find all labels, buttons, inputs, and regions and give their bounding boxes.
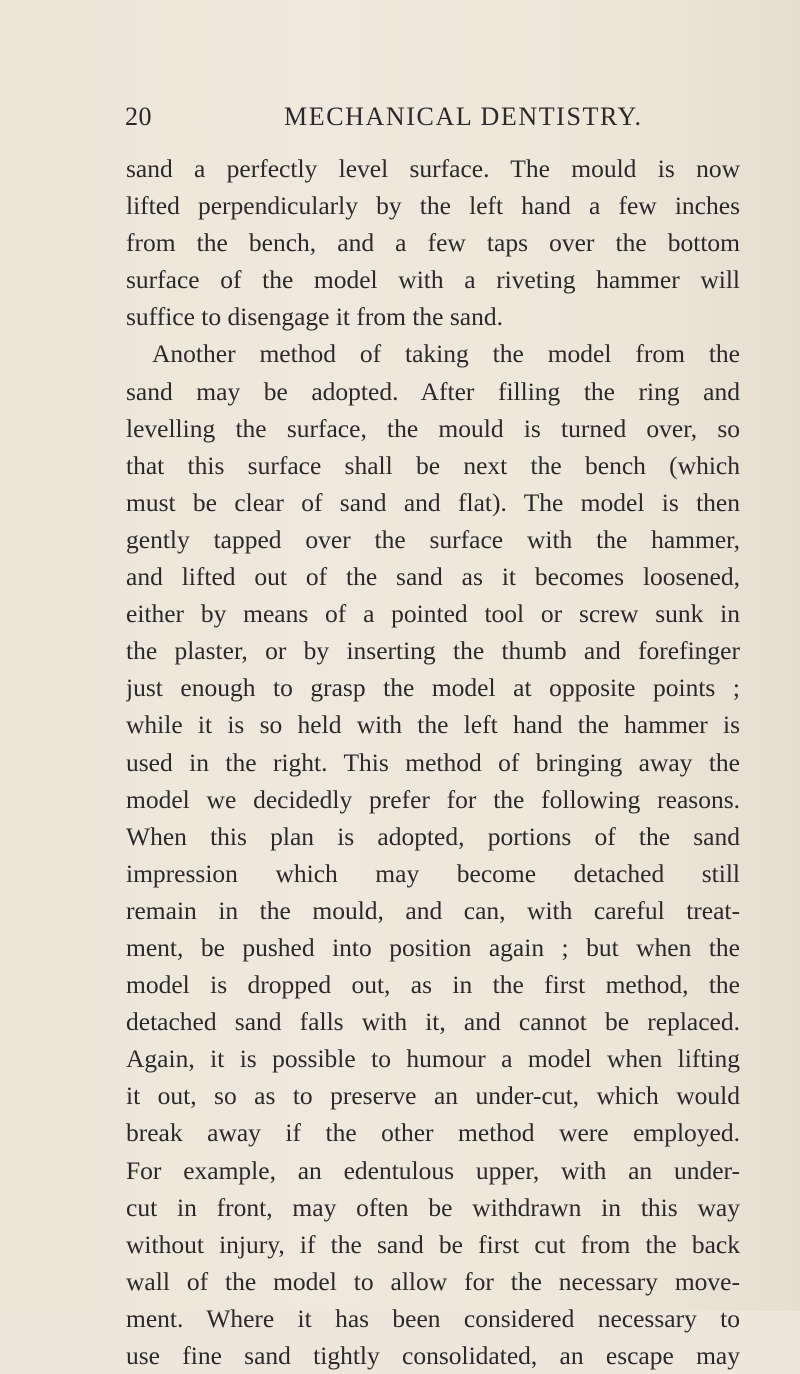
text-line: break away if the other method were employed. xyxy=(126,1118,740,1148)
page-number: 20 xyxy=(125,102,152,131)
text-line: from the bench, and a few taps over the bottom xyxy=(126,228,740,258)
text-line: ment, be pushed into position again ; but when the xyxy=(126,932,740,962)
text-line: while it is so held with the left hand the hammer is xyxy=(126,710,740,740)
text-line: sand may be adopted. After filling the ring and xyxy=(126,376,740,406)
body-text xyxy=(126,150,740,1374)
running-head xyxy=(0,102,800,136)
text-line: suffice to disengage it from the sand. xyxy=(126,302,503,332)
text-line: the plaster, or by inserting the thumb and forefinger xyxy=(126,636,740,666)
text-line: Another method of taking the model from the xyxy=(152,339,740,369)
text-line: lifted perpendicularly by the left hand a few inches xyxy=(126,191,740,221)
text-line: either by means of a pointed tool or screw sunk in xyxy=(126,599,740,629)
text-line: sand a perfectly level surface. The mould is now xyxy=(126,154,740,183)
running-title: MECHANICAL DENTISTRY. xyxy=(284,102,643,131)
text-line: Again, it is possible to humour a model when lifting xyxy=(126,1044,740,1074)
text-line: and lifted out of the sand as it becomes loosened, xyxy=(126,562,740,592)
text-line: model is dropped out, as in the first method, the xyxy=(126,970,740,1000)
text-line: that this surface shall be next the bench (which xyxy=(126,450,740,480)
text-line: When this plan is adopted, portions of the sand xyxy=(126,821,740,851)
text-line: used in the right. This method of bringing away the xyxy=(126,747,740,777)
text-line: surface of the model with a riveting hammer will xyxy=(126,265,740,295)
text-line: without injury, if the sand be first cut from the back xyxy=(126,1229,740,1259)
text-line: cut in front, may often be withdrawn in this way xyxy=(126,1192,740,1222)
text-line: model we decidedly prefer for the following reasons. xyxy=(126,784,740,814)
text-line: just enough to grasp the model at opposite points ; xyxy=(126,673,740,703)
text-line: must be clear of sand and flat). The model is then xyxy=(126,487,740,517)
text-line: use fine sand tightly consolidated, an escape may xyxy=(126,1341,740,1370)
text-line: ment. Where it has been considered necessary to xyxy=(126,1303,740,1333)
text-line: it out, so as to preserve an under-cut, which would xyxy=(126,1081,740,1111)
text-line: impression which may become detached still xyxy=(126,858,740,888)
text-line: remain in the mould, and can, with careful treat- xyxy=(126,895,740,925)
text-line: wall of the model to allow for the necessary move- xyxy=(126,1266,740,1296)
text-line: gently tapped over the surface with the hammer, xyxy=(126,524,740,554)
text-line: detached sand falls with it, and cannot be replaced. xyxy=(126,1007,740,1037)
text-line: For example, an edentulous upper, with an under- xyxy=(126,1155,740,1185)
text-line: levelling the surface, the mould is turned over, so xyxy=(126,413,740,443)
